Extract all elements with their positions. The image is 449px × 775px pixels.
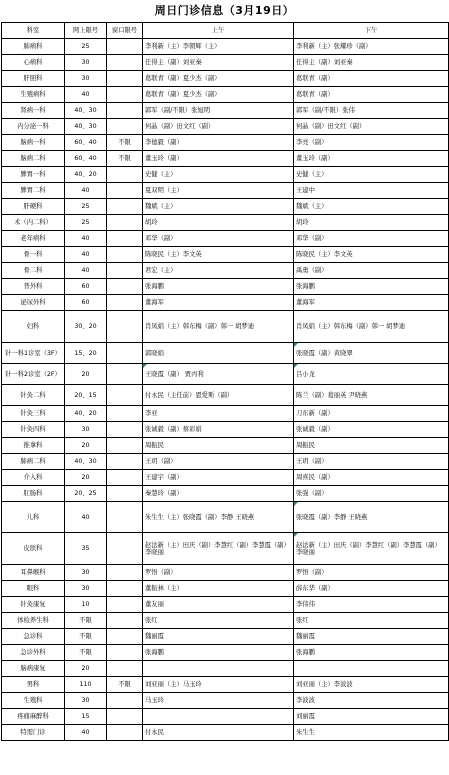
afternoon-doctors-cell: 王建中 bbox=[294, 183, 449, 199]
morning-doctors-cell: 秦慧玲（副） bbox=[143, 486, 294, 502]
table-row bbox=[2, 438, 449, 454]
dept-cell: 体检养生科 bbox=[2, 613, 65, 629]
table-row bbox=[2, 343, 449, 364]
morning-doctors-cell: 葛联青（副）夏少杰（副） bbox=[143, 87, 294, 103]
afternoon-doctors-cell: 李亮（副） bbox=[294, 135, 449, 151]
window-limit-cell bbox=[107, 422, 143, 438]
table-row bbox=[2, 486, 449, 502]
table-row bbox=[2, 167, 449, 183]
dept-cell: 肝胆科 bbox=[2, 71, 65, 87]
online-limit-cell: 110 bbox=[65, 677, 107, 693]
header-online-limit: 网上限号 bbox=[65, 23, 107, 39]
online-limit-cell: 35 bbox=[65, 533, 107, 565]
dept-cell: 脑病康复 bbox=[2, 661, 65, 677]
page-title: 周日门诊信息（3月19日） bbox=[154, 4, 295, 17]
afternoon-doctors-cell: 邓华（副） bbox=[294, 231, 449, 247]
dept-cell: 内分泌一科 bbox=[2, 119, 65, 135]
window-limit-cell bbox=[107, 364, 143, 385]
morning-doctors-cell: 史健（主） bbox=[143, 167, 294, 183]
table-row bbox=[2, 709, 449, 725]
online-limit-cell: 40 bbox=[65, 725, 107, 741]
morning-doctors-cell: 任得主（副）刘亚秦 bbox=[143, 55, 294, 71]
dept-cell: 耳鼻喉科 bbox=[2, 565, 65, 581]
afternoon-doctors-cell: 何晶（副）田文红（副） bbox=[294, 119, 449, 135]
dept-cell: 针一科2诊室（2F） bbox=[2, 364, 65, 385]
morning-doctors-cell: 张诚毅（副）蔡彩娟 bbox=[143, 422, 294, 438]
table-row bbox=[2, 199, 449, 215]
online-limit-cell: 40、30 bbox=[65, 454, 107, 470]
afternoon-doctors-cell: 史健（主） bbox=[294, 167, 449, 183]
dept-cell: 老年病科 bbox=[2, 231, 65, 247]
table-row bbox=[2, 151, 449, 167]
afternoon-doctors-cell: 吕小龙 bbox=[294, 364, 449, 385]
table-row bbox=[2, 661, 449, 677]
afternoon-doctors-cell: 刘丽霞 bbox=[294, 709, 449, 725]
window-limit-cell: 不限 bbox=[107, 677, 143, 693]
morning-doctors-cell: 胡玲 bbox=[143, 215, 294, 231]
afternoon-doctors-cell: 禹勇（副） bbox=[294, 263, 449, 279]
dept-cell: 脑病二科 bbox=[2, 151, 65, 167]
dept-cell: 脑病一科 bbox=[2, 135, 65, 151]
afternoon-doctors-cell: 薛东华（副） bbox=[294, 581, 449, 597]
morning-doctors-cell: 董海军 bbox=[143, 295, 294, 311]
window-limit-cell bbox=[107, 119, 143, 135]
header-window-limit: 窗口限号 bbox=[107, 23, 143, 39]
window-limit-cell bbox=[107, 438, 143, 454]
table-row bbox=[2, 295, 449, 311]
window-limit-cell bbox=[107, 215, 143, 231]
online-limit-cell: 30 bbox=[65, 581, 107, 597]
online-limit-cell: 60、40 bbox=[65, 151, 107, 167]
window-limit-cell bbox=[107, 693, 143, 709]
afternoon-doctors-cell: 魏丽霞 bbox=[294, 629, 449, 645]
dept-cell: 针灸康复 bbox=[2, 597, 65, 613]
afternoon-doctors-cell: 张强（副） bbox=[294, 486, 449, 502]
afternoon-doctors-cell: 周振民 bbox=[294, 438, 449, 454]
morning-doctors-cell: 马玉玲 bbox=[143, 693, 294, 709]
online-limit-cell: 不限 bbox=[65, 613, 107, 629]
window-limit-cell bbox=[107, 87, 143, 103]
morning-doctors-cell bbox=[143, 661, 294, 677]
dept-cell: 心病科 bbox=[2, 55, 65, 71]
morning-doctors-cell bbox=[143, 709, 294, 725]
morning-doctors-cell: 付永民（主任前）恩爱斯（副） bbox=[143, 385, 294, 406]
window-limit-cell bbox=[107, 709, 143, 725]
dept-cell: 肾病一科 bbox=[2, 103, 65, 119]
afternoon-doctors-cell: 赵法新（主）田庆（副）李慧红（副）李慧霞（副）李晓丽 bbox=[294, 533, 449, 565]
afternoon-doctors-cell bbox=[294, 661, 449, 677]
afternoon-doctors-cell: 葛联青（副） bbox=[294, 71, 449, 87]
morning-doctors-cell: 葛联青（副）夏少杰（副） bbox=[143, 71, 294, 87]
table-row bbox=[2, 119, 449, 135]
online-limit-cell: 20 bbox=[65, 470, 107, 486]
table-row bbox=[2, 565, 449, 581]
window-limit-cell bbox=[107, 295, 143, 311]
header-row bbox=[2, 23, 449, 39]
online-limit-cell: 20 bbox=[65, 438, 107, 454]
dept-cell: 针一科1诊室（3F） bbox=[2, 343, 65, 364]
dept-cell: 生殖科 bbox=[2, 693, 65, 709]
table-row bbox=[2, 406, 449, 422]
online-limit-cell: 15、20 bbox=[65, 343, 107, 364]
morning-doctors-cell: 张海鹏 bbox=[143, 279, 294, 295]
afternoon-doctors-cell: 张海鹏 bbox=[294, 279, 449, 295]
window-limit-cell bbox=[107, 263, 143, 279]
table-row bbox=[2, 385, 449, 406]
dept-cell: 皮肤科 bbox=[2, 533, 65, 565]
window-limit-cell: 不限 bbox=[107, 151, 143, 167]
morning-doctors-cell: 王玥（副） bbox=[143, 454, 294, 470]
morning-doctors-cell: 王建宇（副） bbox=[143, 470, 294, 486]
afternoon-doctors-cell: 李利新（主）张耀珍（副） bbox=[294, 39, 449, 55]
table-row bbox=[2, 645, 449, 661]
afternoon-doctors-cell: 李伟伟 bbox=[294, 597, 449, 613]
afternoon-doctors-cell: 刘亚丽（主）李波波 bbox=[294, 677, 449, 693]
online-limit-cell: 40 bbox=[65, 247, 107, 263]
table-row bbox=[2, 39, 449, 55]
table-row bbox=[2, 725, 449, 741]
schedule-table bbox=[1, 22, 449, 741]
online-limit-cell: 60 bbox=[65, 295, 107, 311]
morning-doctors-cell: 郭晓娟 bbox=[143, 343, 294, 364]
schedule-table-body bbox=[2, 23, 449, 741]
online-limit-cell: 25 bbox=[65, 39, 107, 55]
afternoon-doctors-cell: 张红 bbox=[294, 613, 449, 629]
online-limit-cell: 60 bbox=[65, 279, 107, 295]
window-limit-cell bbox=[107, 55, 143, 71]
dept-cell: 妇科 bbox=[2, 311, 65, 343]
table-row bbox=[2, 311, 449, 343]
online-limit-cell: 30 bbox=[65, 71, 107, 87]
dept-cell: 普外科 bbox=[2, 279, 65, 295]
online-limit-cell: 不限 bbox=[65, 629, 107, 645]
online-limit-cell: 40 bbox=[65, 183, 107, 199]
table-row bbox=[2, 364, 449, 385]
window-limit-cell bbox=[107, 645, 143, 661]
morning-doctors-cell: 陈晓民（主）李文英 bbox=[143, 247, 294, 263]
dept-cell: 针灸四科 bbox=[2, 422, 65, 438]
window-limit-cell bbox=[107, 533, 143, 565]
table-row bbox=[2, 533, 449, 565]
online-limit-cell: 60、40 bbox=[65, 135, 107, 151]
morning-doctors-cell: 罗悟（副） bbox=[143, 565, 294, 581]
dept-cell: 急诊科 bbox=[2, 629, 65, 645]
online-limit-cell: 25 bbox=[65, 215, 107, 231]
online-limit-cell: 40 bbox=[65, 502, 107, 533]
table-row bbox=[2, 247, 449, 263]
online-limit-cell: 25 bbox=[65, 199, 107, 215]
online-limit-cell: 15 bbox=[65, 709, 107, 725]
window-limit-cell bbox=[107, 39, 143, 55]
morning-doctors-cell: 赵法新（主）田庆（副）李慧红（副）李慧霞（副）李晓丽 bbox=[143, 533, 294, 565]
dept-cell: 肺病二科 bbox=[2, 454, 65, 470]
afternoon-doctors-cell: 李波波 bbox=[294, 693, 449, 709]
afternoon-doctors-cell: 郭军（副/不限）张伟 bbox=[294, 103, 449, 119]
online-limit-cell: 40 bbox=[65, 263, 107, 279]
dept-cell: 男科 bbox=[2, 677, 65, 693]
morning-doctors-cell: 刘亚丽（主）马玉玲 bbox=[143, 677, 294, 693]
window-limit-cell bbox=[107, 71, 143, 87]
online-limit-cell: 20、25 bbox=[65, 486, 107, 502]
morning-doctors-cell: 邓华（副） bbox=[143, 231, 294, 247]
table-row bbox=[2, 581, 449, 597]
online-limit-cell: 40、30 bbox=[65, 103, 107, 119]
afternoon-doctors-cell: 董玉玲（副） bbox=[294, 151, 449, 167]
morning-doctors-cell: 周振民 bbox=[143, 438, 294, 454]
table-row bbox=[2, 422, 449, 438]
afternoon-doctors-cell: 朱生生 bbox=[294, 725, 449, 741]
online-limit-cell: 30 bbox=[65, 565, 107, 581]
online-limit-cell: 10 bbox=[65, 597, 107, 613]
dept-cell: 儿科 bbox=[2, 502, 65, 533]
table-row bbox=[2, 613, 449, 629]
morning-doctors-cell: 肖凤娟（主）韩东梅（副）韩一 胡梦迪 bbox=[143, 311, 294, 343]
afternoon-doctors-cell: 周喜民（副） bbox=[294, 470, 449, 486]
online-limit-cell: 40、30 bbox=[65, 119, 107, 135]
morning-doctors-cell: 付永民 bbox=[143, 725, 294, 741]
morning-doctors-cell: 董玉玲（副） bbox=[143, 151, 294, 167]
window-limit-cell bbox=[107, 343, 143, 364]
morning-doctors-cell: 董振林（主） bbox=[143, 581, 294, 597]
morning-doctors-cell: 魏丽霞 bbox=[143, 629, 294, 645]
dept-cell: 肛肠科 bbox=[2, 486, 65, 502]
header-dept: 科室 bbox=[2, 23, 65, 39]
table-row bbox=[2, 279, 449, 295]
afternoon-doctors-cell: 陈晓民（主）李文英 bbox=[294, 247, 449, 263]
afternoon-doctors-cell: 张海鹏 bbox=[294, 645, 449, 661]
dept-cell: 泌尿外科 bbox=[2, 295, 65, 311]
window-limit-cell bbox=[107, 502, 143, 533]
morning-doctors-cell: 张红 bbox=[143, 613, 294, 629]
morning-doctors-cell: 李德毅（副） bbox=[143, 135, 294, 151]
window-limit-cell bbox=[107, 199, 143, 215]
morning-doctors-cell: 朱生生（主）张晓霞（副）李静 王晓燕 bbox=[143, 502, 294, 533]
window-limit-cell bbox=[107, 454, 143, 470]
morning-doctors-cell: 董友丽 bbox=[143, 597, 294, 613]
table-row bbox=[2, 470, 449, 486]
online-limit-cell: 20 bbox=[65, 661, 107, 677]
dept-cell: 介入科 bbox=[2, 470, 65, 486]
afternoon-doctors-cell: 董海军 bbox=[294, 295, 449, 311]
window-limit-cell bbox=[107, 725, 143, 741]
window-limit-cell bbox=[107, 629, 143, 645]
afternoon-doctors-cell: 魏斌（主） bbox=[294, 199, 449, 215]
window-limit-cell bbox=[107, 247, 143, 263]
window-limit-cell bbox=[107, 311, 143, 343]
online-limit-cell: 30 bbox=[65, 693, 107, 709]
table-row bbox=[2, 597, 449, 613]
dept-cell: 生殖病科 bbox=[2, 87, 65, 103]
dept-cell: 脾胃一科 bbox=[2, 167, 65, 183]
dept-cell: 肺病科 bbox=[2, 39, 65, 55]
online-limit-cell: 30 bbox=[65, 422, 107, 438]
online-limit-cell: 不限 bbox=[65, 645, 107, 661]
table-row bbox=[2, 135, 449, 151]
window-limit-cell bbox=[107, 103, 143, 119]
dept-cell: 疼痛麻醉科 bbox=[2, 709, 65, 725]
morning-doctors-cell: 何晶（副）田文红（副） bbox=[143, 119, 294, 135]
header-morning: 上午 bbox=[143, 23, 294, 39]
dept-cell: 推拿科 bbox=[2, 438, 65, 454]
header-afternoon: 下午 bbox=[294, 23, 449, 39]
table-row bbox=[2, 629, 449, 645]
table-row bbox=[2, 231, 449, 247]
morning-doctors-cell: 魏斌（主） bbox=[143, 199, 294, 215]
table-row bbox=[2, 693, 449, 709]
window-limit-cell bbox=[107, 167, 143, 183]
window-limit-cell bbox=[107, 661, 143, 677]
afternoon-doctors-cell: 葛联青（副） bbox=[294, 87, 449, 103]
online-limit-cell: 40、20 bbox=[65, 167, 107, 183]
dept-cell: 特需门诊 bbox=[2, 725, 65, 741]
afternoon-doctors-cell: 刀东新（副） bbox=[294, 406, 449, 422]
afternoon-doctors-cell: 张诚毅（副） bbox=[294, 422, 449, 438]
afternoon-doctors-cell: 张晓霞（副）李静 王晓燕 bbox=[294, 502, 449, 533]
table-row bbox=[2, 87, 449, 103]
table-row bbox=[2, 215, 449, 231]
morning-doctors-cell: 郭军（副/不限）张旭明 bbox=[143, 103, 294, 119]
window-limit-cell bbox=[107, 385, 143, 406]
online-limit-cell: 30、20 bbox=[65, 311, 107, 343]
window-limit-cell bbox=[107, 183, 143, 199]
dept-cell: 针灸三科 bbox=[2, 406, 65, 422]
morning-doctors-cell: 君宏（主） bbox=[143, 263, 294, 279]
dept-cell: 脾胃二科 bbox=[2, 183, 65, 199]
dept-cell: 眼科 bbox=[2, 581, 65, 597]
online-limit-cell: 30 bbox=[65, 55, 107, 71]
online-limit-cell: 40 bbox=[65, 231, 107, 247]
table-row bbox=[2, 677, 449, 693]
window-limit-cell: 不限 bbox=[107, 135, 143, 151]
morning-doctors-cell: 夏双明（主） bbox=[143, 183, 294, 199]
morning-doctors-cell: 李亚 bbox=[143, 406, 294, 422]
table-row bbox=[2, 183, 449, 199]
dept-cell: 肝硬科 bbox=[2, 199, 65, 215]
online-limit-cell: 20 bbox=[65, 364, 107, 385]
window-limit-cell bbox=[107, 486, 143, 502]
table-row bbox=[2, 502, 449, 533]
dept-cell: 急诊外科 bbox=[2, 645, 65, 661]
afternoon-doctors-cell: 陈兰（副）葛丽英 尹晓燕 bbox=[294, 385, 449, 406]
morning-doctors-cell: 王晓霞（副） 贾丙利 bbox=[143, 364, 294, 385]
dept-cell: 术（内二科） bbox=[2, 215, 65, 231]
table-row bbox=[2, 55, 449, 71]
afternoon-doctors-cell: 罗悟（副） bbox=[294, 565, 449, 581]
window-limit-cell bbox=[107, 470, 143, 486]
window-limit-cell bbox=[107, 406, 143, 422]
online-limit-cell: 40、20 bbox=[65, 406, 107, 422]
table-row bbox=[2, 71, 449, 87]
afternoon-doctors-cell: 王玥（副） bbox=[294, 454, 449, 470]
dept-cell: 骨一科 bbox=[2, 247, 65, 263]
online-limit-cell: 40 bbox=[65, 87, 107, 103]
table-row bbox=[2, 263, 449, 279]
afternoon-doctors-cell: 张晓霞（副）黄晓翠 bbox=[294, 343, 449, 364]
window-limit-cell bbox=[107, 279, 143, 295]
afternoon-doctors-cell: 肖凤娟（主）韩东梅（副）韩一 胡梦迪 bbox=[294, 311, 449, 343]
dept-cell: 针灸二科 bbox=[2, 385, 65, 406]
online-limit-cell: 20、15 bbox=[65, 385, 107, 406]
window-limit-cell bbox=[107, 231, 143, 247]
afternoon-doctors-cell: 胡玲 bbox=[294, 215, 449, 231]
window-limit-cell bbox=[107, 565, 143, 581]
morning-doctors-cell: 张海鹏 bbox=[143, 645, 294, 661]
window-limit-cell bbox=[107, 613, 143, 629]
morning-doctors-cell: 李利新（主）李朝辉（主） bbox=[143, 39, 294, 55]
window-limit-cell bbox=[107, 597, 143, 613]
dept-cell: 骨二科 bbox=[2, 263, 65, 279]
window-limit-cell bbox=[107, 581, 143, 597]
table-row bbox=[2, 454, 449, 470]
afternoon-doctors-cell: 任得主（副）刘亚秦 bbox=[294, 55, 449, 71]
table-row bbox=[2, 103, 449, 119]
